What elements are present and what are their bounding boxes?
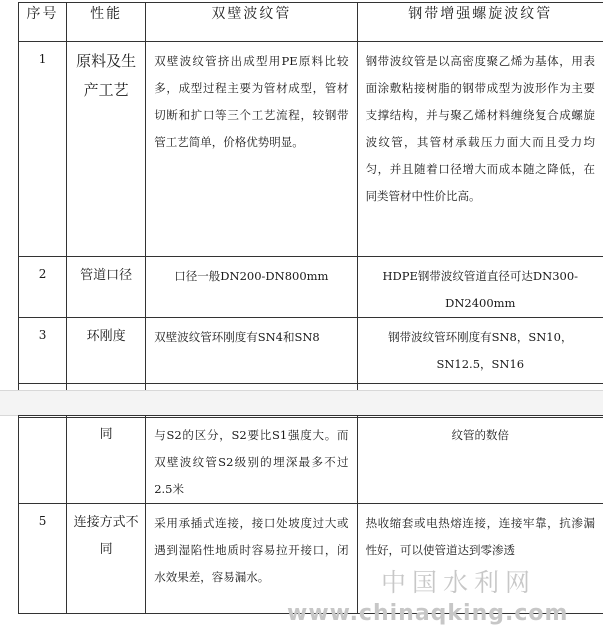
page-break <box>0 390 603 416</box>
row-number: 1 <box>19 42 67 257</box>
row-number: 2 <box>19 257 67 318</box>
row-property: 原料及生产工艺 <box>67 42 146 257</box>
watermark-site-name: 中国水利网 <box>381 568 537 597</box>
table-row <box>19 504 603 614</box>
table-row <box>19 42 603 257</box>
header-no: 序号 <box>19 3 67 42</box>
double-wall-cell: 与S2的区分，S2要比S1强度大。而双壁波纹管S2级别的埋深最多不过2.5米 <box>146 416 357 504</box>
row-property: 管道口径 <box>67 257 146 318</box>
row-property: 连接方式不同 <box>67 504 146 614</box>
row-number: 3 <box>19 318 67 384</box>
double-wall-cell: 采用承插式连接，接口处坡度过大或遇到湿陷性地质时容易拉开接口，闭水效果差，容易漏水。 <box>146 504 357 614</box>
double-wall-cell: 口径一般DN200-DN800mm <box>146 257 357 318</box>
row-number <box>19 416 67 504</box>
comparison-table <box>18 2 603 418</box>
header-row <box>19 3 603 42</box>
steel-belt-cell: 钢带波纹管是以高密度聚乙烯为基体，用表面涂敷粘接树脂的钢带成型为波形作为主要支撑结构，并与聚乙烯材料缠绕复合成螺旋波纹管，其管材承载压力面大而且受力均匀，并且随着口径增大而成本随之降低，在同类管材中性价比高。 <box>357 42 603 257</box>
table-row <box>19 416 603 504</box>
table-row <box>19 257 603 318</box>
row-property: 环刚度 <box>67 318 146 384</box>
steel-belt-cell: HDPE钢带波纹管道直径可达DN300-DN2400mm <box>357 257 603 318</box>
row-property: 同 <box>67 416 146 504</box>
watermark-url: www.chinaqking.com <box>287 601 569 626</box>
header-property: 性能 <box>67 3 146 42</box>
header-steel-belt: 钢带增强螺旋波纹管 <box>357 3 603 42</box>
comparison-table-continued <box>18 415 603 614</box>
header-double-wall: 双壁波纹管 <box>146 3 357 42</box>
row-number: 5 <box>19 504 67 614</box>
double-wall-cell: 双壁波纹管环刚度有SN4和SN8 <box>146 318 357 384</box>
table-row <box>19 318 603 384</box>
steel-belt-cell: 热收缩套或电热熔连接，连接牢靠，抗渗漏性好，可以使管道达到零渗透 <box>357 504 603 614</box>
steel-belt-cell: 钢带波纹管环刚度有SN8，SN10，SN12.5，SN16 <box>357 318 603 384</box>
double-wall-cell: 双壁波纹管挤出成型用PE原料比较多，成型过程主要为管材成型，管材切断和扩口等三个工艺流程，较钢带管工艺简单，价格优势明显。 <box>146 42 357 257</box>
steel-belt-cell: 纹管的数倍 <box>357 416 603 504</box>
